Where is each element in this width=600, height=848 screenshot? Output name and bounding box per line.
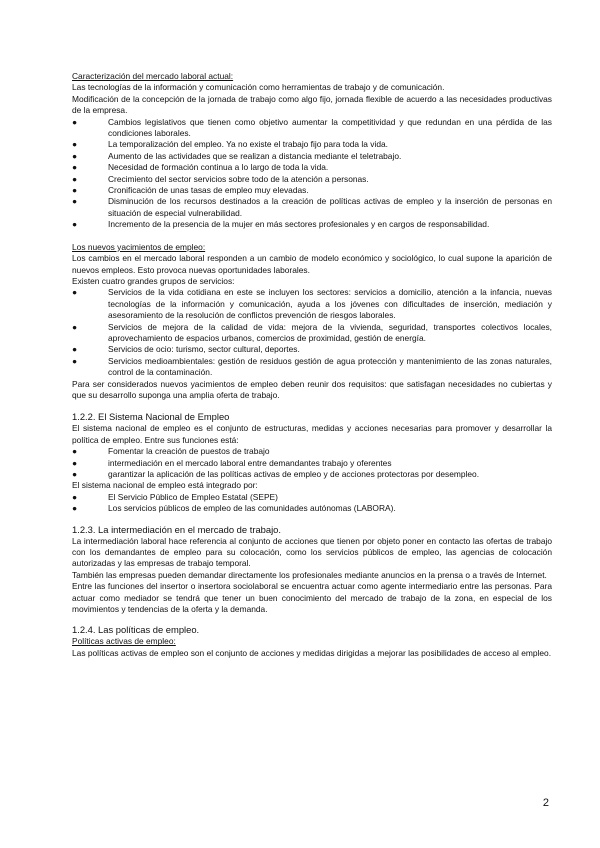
bullet-item [72, 185, 552, 196]
subheading: Políticas activas de empleo: [72, 636, 176, 647]
bullet-text: El Servicio Público de Empleo Estatal (SEPE) [108, 491, 278, 502]
bullet-item [72, 162, 552, 173]
bullet-item [72, 356, 552, 379]
paragraph: Para ser considerados nuevos yacimientos de empleo deben reunir dos requisitos: que satisfagan necesidades no cubiertas y que su desarrollo suponga una amplia oferta de trabajo. [72, 378, 552, 400]
bullet-text: Crecimiento del sector servicios sobre todo de la atención a personas. [108, 173, 369, 184]
bullet-text: Servicios medioambientales: gestión de residuos gestión de agua protección y mantenimiento de las zonas naturales, control de la contaminación. [108, 355, 552, 378]
bullet-icon: ● [72, 219, 78, 230]
paragraph: Modificación de la concepción de la jornada de trabajo como algo fijo, jornada flexible de acuerdo a las necesidades productivas de la empresa. [72, 93, 552, 116]
bullet-text: Servicios de mejora de la calidad de vida: mejora de la vivienda, seguridad, transportes colectivos locales, aprovechamiento de espacios urbanos, comercios de proximidad, gestión de energía. [108, 321, 552, 343]
bullet-text: La temporalización del empleo. Ya no existe el trabajo fijo para toda la vida. [108, 139, 388, 150]
section-heading: 1.2.3. La intermediación en el mercado de trabajo. [72, 523, 281, 535]
bullet-icon: ● [72, 162, 78, 173]
bullet-icon: ● [72, 196, 78, 207]
bullet-icon: ● [72, 503, 78, 514]
bullet-icon: ● [72, 344, 78, 355]
bullet-item [72, 287, 552, 321]
bullet-item [72, 219, 552, 230]
bullet-text: Necesidad de formación continua a lo largo de toda la vida. [108, 162, 329, 173]
bullet-item [72, 151, 552, 162]
page-number: 2 [542, 797, 549, 809]
paragraph: También las empresas pueden demandar directamente los profesionales mediante anuncios en la prensa o a través de Internet. [72, 569, 547, 580]
document-body [72, 71, 552, 659]
bullet-text: Servicios de la vida cotidiana en este se incluyen los sectores: servicios a domicilio, atención a la infancia, nuevas tecnologías de la información y comunicación, ayuda a los jóvenes con dificultades de inserción, mediación y asesoramiento de la resolución de conflictos prevención de riesgos laborales. [108, 287, 552, 321]
paragraph: El sistema nacional de empleo es el conjunto de estructuras, medidas y acciones necesarias para promover y desarrollar la política de empleo. Entre sus funciones está: [72, 423, 552, 445]
bullet-text: garantizar la aplicación de las políticas activas de empleo y de acciones protectoras por desempleo. [108, 469, 480, 479]
paragraph: Las políticas activas de empleo son el conjunto de acciones y medidas dirigidas a mejorar las posibilidades de acceso al empleo. [72, 647, 552, 658]
bullet-item [72, 458, 552, 469]
bullet-item [72, 469, 552, 480]
paragraph: El sistema nacional de empleo está integrado por: [72, 480, 258, 491]
bullet-text: Aumento de las actividades que se realizan a distancia mediante el teletrabajo. [108, 150, 402, 161]
bullet-text: intermediación en el mercado laboral entre demandantes trabajo y oferentes [108, 457, 392, 468]
section-spacer [72, 615, 552, 623]
bullet-item [72, 174, 552, 185]
paragraph: Las tecnologías de la información y comunicación como herramientas de trabajo y de comunicación. [72, 82, 445, 93]
bullet-icon: ● [72, 355, 78, 366]
bullet-item [72, 446, 552, 457]
bullet-icon: ● [72, 150, 78, 161]
section-spacer [72, 231, 552, 242]
bullet-text: Cambios legislativos que tienen como objetivo aumentar la competitividad y que redundan en una pérdida de las condiciones laborales. [108, 116, 552, 139]
bullet-item [72, 322, 552, 345]
bullet-text: Fomentar la creación de puestos de trabajo [108, 446, 270, 457]
section-spacer [72, 515, 552, 523]
bullet-text: Cronificación de unas tasas de empleo muy elevadas. [108, 185, 309, 196]
paragraph: Los cambios en el mercado laboral responden a un cambio de modelo económico y sociológico, lo cual supone la aparición de nuevos empleos. Esto provoca nuevas oportunidades laborales. [72, 253, 552, 275]
bullet-text: Los servicios públicos de empleo de las comunidades autónomas (LABORA). [108, 503, 396, 514]
section-heading: 1.2.2. El Sistema Nacional de Empleo [72, 411, 230, 423]
paragraph: Existen cuatro grandes grupos de servicios: [72, 275, 235, 286]
bullet-text: Servicios de ocio: turismo, sector cultural, deportes. [108, 344, 300, 355]
bullet-item [72, 492, 552, 503]
bullet-item [72, 196, 552, 219]
section-heading: Los nuevos yacimientos de empleo: [72, 241, 206, 252]
bullet-icon: ● [72, 491, 78, 502]
bullet-icon: ● [72, 173, 78, 184]
bullet-item [72, 117, 552, 140]
bullet-icon: ● [72, 469, 78, 479]
bullet-icon: ● [72, 287, 78, 298]
paragraph: Entre las funciones del insertor o insertora sociolaboral se encuentra actuar como agente intermediario entre las personas. Para actuar como mediador se tendrá que tener un buen conocimiento del mercado de trabajo de la zona, en especial de los movimientos y tendencias de la oferta y la demanda. [72, 581, 552, 615]
section-heading: Caracterización del mercado laboral actual: [72, 71, 234, 81]
bullet-icon: ● [72, 321, 78, 332]
bullet-icon: ● [72, 139, 78, 150]
bullet-text: Incremento de la presencia de la mujer en más sectores profesionales y en cargos de responsabilidad. [108, 219, 490, 230]
bullet-item [72, 344, 552, 355]
bullet-text: Disminución de los recursos destinados a la creación de políticas activas de empleo y la inserción de personas en situación de especial vulnerabilidad. [108, 196, 552, 218]
bullet-icon: ● [72, 446, 78, 457]
paragraph: La intermediación laboral hace referencia al conjunto de acciones que tienen por objeto poner en contacto las ofertas de trabajo con los demandantes de empleo para su colocación, como los servicios públicos de empleo, las agencias de colocación autorizadas y las empresas de trabajo temporal. [72, 535, 552, 569]
section-heading: 1.2.4. Las políticas de empleo. [72, 624, 200, 636]
bullet-icon: ● [72, 185, 78, 196]
bullet-item [72, 139, 552, 150]
bullet-icon: ● [72, 116, 78, 127]
section-spacer [72, 401, 552, 410]
bullet-item [72, 503, 552, 514]
bullet-icon: ● [72, 457, 78, 468]
